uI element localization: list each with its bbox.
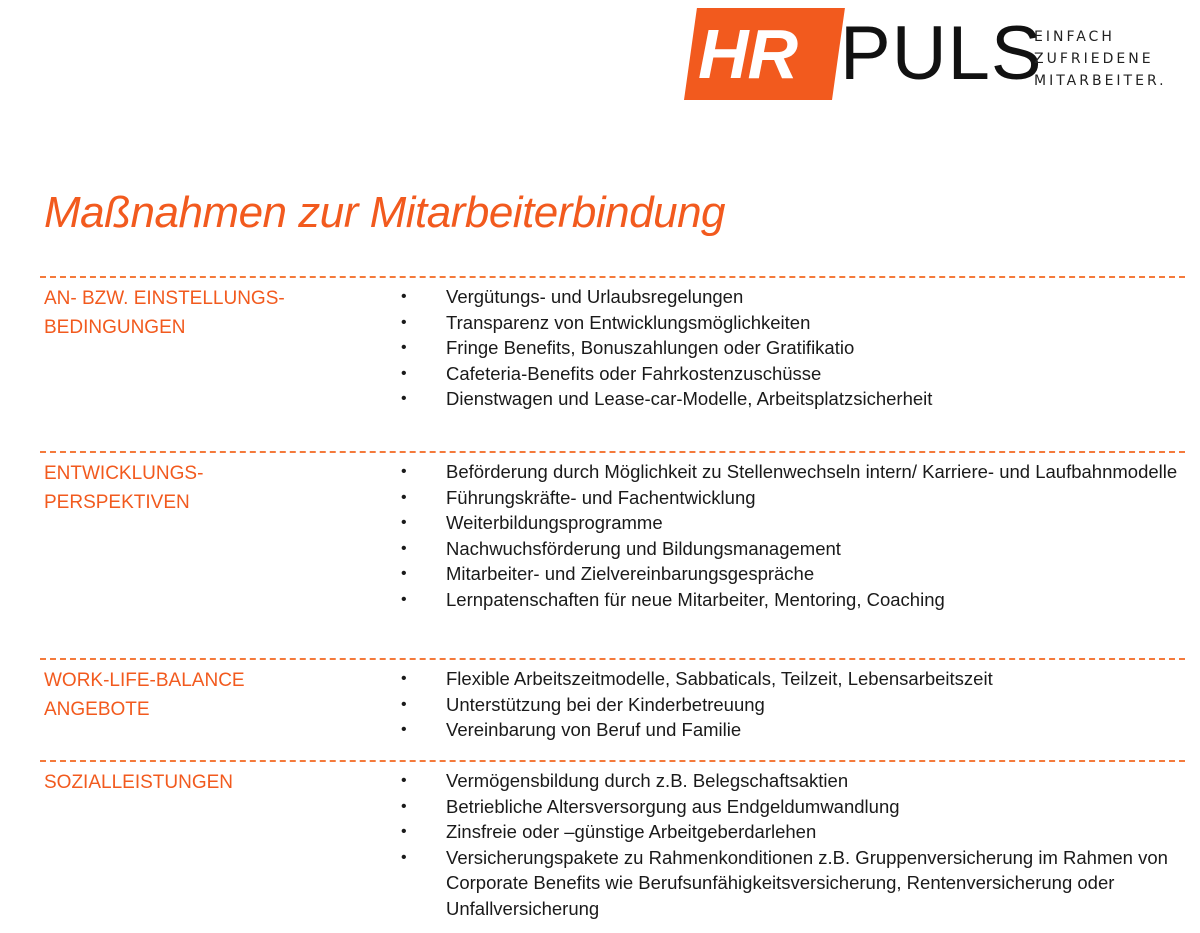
list-item — [398, 794, 1178, 820]
bullet-icon: • — [401, 590, 407, 608]
list-item — [398, 310, 1178, 336]
list-item — [398, 587, 1178, 613]
bullet-icon: • — [401, 364, 407, 382]
section-heading-line: SOZIALLEISTUNGEN — [44, 772, 233, 793]
list-item-text: Vergütungs- und Urlaubsregelungen — [446, 286, 744, 307]
section-sozialleistungen — [40, 760, 1185, 932]
section-heading — [44, 284, 364, 342]
list-item — [398, 361, 1178, 387]
bullet-icon: • — [401, 721, 407, 738]
list-item-text: Fringe Benefits, Bonuszahlungen oder Gratifikatio — [446, 337, 855, 358]
measure-list — [398, 666, 1178, 743]
list-item-text: Mitarbeiter- und Zielvereinbarungsgespräche — [446, 563, 815, 584]
bullet-icon: • — [401, 488, 407, 506]
bullet-icon: • — [401, 514, 407, 531]
list-item — [398, 717, 1178, 743]
section-heading-line: ENTWICKLUNGS- — [44, 463, 204, 484]
list-item-text: Nachwuchsförderung und Bildungsmanagement — [446, 537, 841, 559]
list-item-text: Lernpatenschaften für neue Mitarbeiter, Mentoring, Coaching — [446, 588, 945, 610]
list-item-text: Versicherungspakete zu Rahmenkonditionen z.B. Gruppenversicherung im Rahmen von Corporate Benefits wie Berufsunfähigkeitsversicherung, Rentenversicherung oder Unfallversicherung — [446, 846, 1168, 919]
section-einstellungsbedingungen — [40, 276, 1185, 448]
bullet-icon: • — [401, 565, 407, 582]
list-item-text: Weiterbildungsprogramme — [446, 512, 663, 533]
bullet-icon: • — [401, 288, 407, 305]
list-item — [398, 386, 1178, 412]
list-item — [398, 666, 1178, 692]
list-item — [398, 819, 1178, 845]
list-item — [398, 692, 1178, 718]
section-entwicklungsperspektiven — [40, 451, 1185, 658]
list-item — [398, 768, 1178, 794]
list-item — [398, 459, 1178, 485]
list-item — [398, 845, 1178, 922]
hr-puls-logo — [684, 8, 1194, 102]
list-item — [398, 284, 1178, 310]
list-item-text: Dienstwagen und Lease-car-Modelle, Arbeitsplatzsicherheit — [446, 388, 933, 409]
bullet-icon: • — [401, 339, 407, 356]
logo-tagline-line: MITARBEITER. — [1034, 73, 1167, 89]
bullet-icon: • — [401, 313, 407, 331]
list-item-text: Betriebliche Altersversorgung aus Endgeldumwandlung — [446, 795, 900, 817]
list-item — [398, 561, 1178, 587]
bullet-icon: • — [401, 695, 407, 713]
section-heading — [44, 768, 364, 797]
logo-tagline-line: ZUFRIEDENE — [1034, 51, 1154, 67]
list-item-text: Vereinbarung von Beruf und Familie — [446, 719, 742, 740]
list-item-text: Führungskräfte- und Fachentwicklung — [446, 486, 756, 508]
section-heading-line: PERSPEKTIVEN — [44, 492, 190, 513]
measure-list — [398, 459, 1178, 612]
section-heading-line: BEDINGUNGEN — [44, 317, 186, 338]
bullet-icon: • — [401, 823, 407, 840]
section-heading — [44, 666, 364, 724]
bullet-icon: • — [401, 390, 407, 407]
list-item — [398, 335, 1178, 361]
bullet-icon: • — [401, 463, 407, 480]
bullet-icon: • — [401, 772, 407, 789]
logo-puls-text: PULS — [840, 11, 1043, 96]
logo-tagline-line: EINFACH — [1034, 29, 1115, 45]
section-heading-line: WORK-LIFE-BALANCE — [44, 670, 245, 691]
list-item-text: Flexible Arbeitszeitmodelle, Sabbaticals, Teilzeit, Lebensarbeitszeit — [446, 668, 993, 689]
list-item-text: Cafeteria-Benefits oder Fahrkostenzuschüsse — [446, 362, 822, 384]
list-item — [398, 536, 1178, 562]
bullet-icon: • — [401, 848, 407, 866]
logo-tagline — [1034, 26, 1167, 92]
bullet-icon: • — [401, 670, 407, 687]
bullet-icon: • — [401, 797, 407, 815]
list-item-text: Vermögensbildung durch z.B. Belegschaftsaktien — [446, 770, 849, 791]
logo-hr-text: HR — [698, 15, 798, 93]
list-item-text: Transparenz von Entwicklungsmöglichkeiten — [446, 311, 811, 333]
measure-list — [398, 768, 1178, 921]
section-heading-line: ANGEBOTE — [44, 699, 150, 720]
measure-list — [398, 284, 1178, 412]
section-heading-line: AN- BZW. EINSTELLUNGS- — [44, 288, 285, 309]
list-item — [398, 510, 1178, 536]
list-item-text: Beförderung durch Möglichkeit zu Stellenwechseln intern/ Karriere- und Laufbahnmodelle — [446, 461, 1178, 482]
bullet-icon: • — [401, 539, 407, 557]
section-heading — [44, 459, 364, 517]
section-work-life-balance — [40, 658, 1185, 760]
page-title: Maßnahmen zur Mitarbeiterbindung — [44, 188, 726, 237]
list-item — [398, 485, 1178, 511]
list-item-text: Zinsfreie oder –günstige Arbeitgeberdarlehen — [446, 821, 817, 842]
list-item-text: Unterstützung bei der Kinderbetreuung — [446, 693, 765, 715]
